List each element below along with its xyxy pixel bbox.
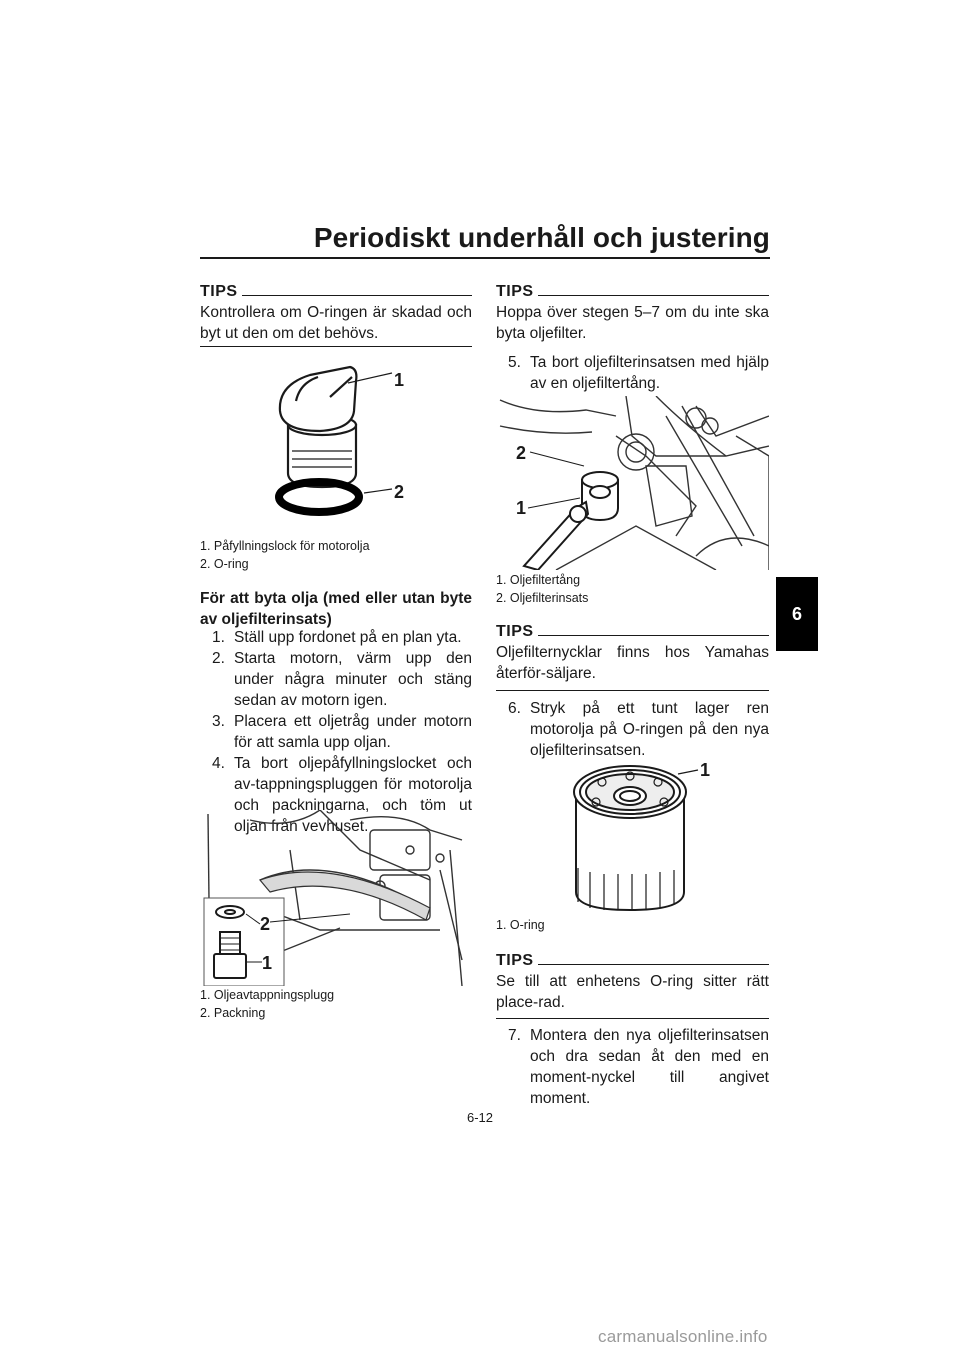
callout-1: 1 [516, 498, 527, 518]
step-list [212, 627, 472, 837]
list-item: 6. Stryk på ett tunt lager ren motorolja på O-ringen på den nya oljefilterinsatsen. [508, 700, 769, 759]
oil-filler-cap-figure [200, 355, 472, 535]
figure-caption: 1. Påfyllningslock för motorolja [200, 539, 370, 553]
watermark: carmanualsonline.info [598, 1327, 768, 1346]
tips-end-rule [496, 1018, 769, 1019]
tips-heading [200, 283, 472, 301]
tips-heading [496, 623, 769, 641]
tips-label: TIPS [496, 283, 534, 300]
list-item: 4. Ta bort oljepåfyllningslocket och av-tappningspluggen för motorolja och packningarna, och töm ut oljan från vevhuset. [212, 755, 472, 835]
tips-heading [496, 952, 769, 970]
figure-caption: 2. Packning [200, 1006, 266, 1020]
oil-filter-figure [560, 752, 710, 917]
figure-caption: 1. O-ring [496, 918, 545, 932]
step-5 [508, 352, 769, 394]
list-item: 1. Ställ upp fordonet på en plan yta. [212, 629, 462, 646]
callout-2: 2 [394, 482, 405, 502]
figure-caption: 2. Oljefilterinsats [496, 591, 589, 605]
figure-caption: 1. Oljefiltertång [496, 573, 581, 587]
callout-1: 1 [262, 953, 273, 973]
page-title: Periodiskt underhåll och justering [313, 222, 770, 253]
oil-filter-wrench-figure [496, 396, 769, 570]
tips-end-rule [496, 690, 769, 691]
chapter-tab[interactable]: 6 [776, 577, 818, 651]
callout-2: 2 [516, 443, 527, 463]
tips-text: Oljefilternycklar finns hos Yamahas återför-säljare. [496, 644, 769, 682]
list-item: 2. Starta motorn, värm upp den under några minuter och stäng sedan av motorn igen. [212, 650, 472, 709]
section-heading: För att byta olja (med eller utan byte av oljefilterinsats) [200, 590, 472, 628]
tips-text: Kontrollera om O-ringen är skadad och byt ut den om det behövs. [200, 304, 472, 342]
tips-label: TIPS [200, 283, 238, 300]
tips-text: Se till att enhetens O-ring sitter rätt place-rad. [496, 973, 769, 1011]
tips-end-rule [200, 346, 472, 347]
tips-heading [496, 283, 769, 301]
list-item: 5. Ta bort oljefilterinsatsen med hjälp av en oljefiltertång. [508, 354, 769, 392]
callout-1: 1 [394, 370, 405, 390]
tips-label: TIPS [496, 623, 534, 640]
drain-plug-figure [200, 810, 472, 986]
callout-2: 2 [260, 914, 271, 934]
callout-1: 1 [700, 760, 711, 780]
tips-label: TIPS [496, 952, 534, 969]
tips-text: Hoppa över stegen 5–7 om du inte ska byta oljefilter. [496, 304, 769, 342]
figure-caption: 2. O-ring [200, 557, 249, 571]
list-item: 7. Montera den nya oljefilterinsatsen och dra sedan åt den med en moment-nyckel till angivet moment. [508, 1027, 769, 1107]
page-number: 6-12 [466, 1110, 494, 1125]
figure-caption: 1. Oljeavtappningsplugg [200, 988, 335, 1002]
list-item: 3. Placera ett oljetråg under motorn för att samla upp oljan. [212, 713, 472, 751]
step-7 [508, 1025, 769, 1109]
header-rule [200, 257, 770, 259]
